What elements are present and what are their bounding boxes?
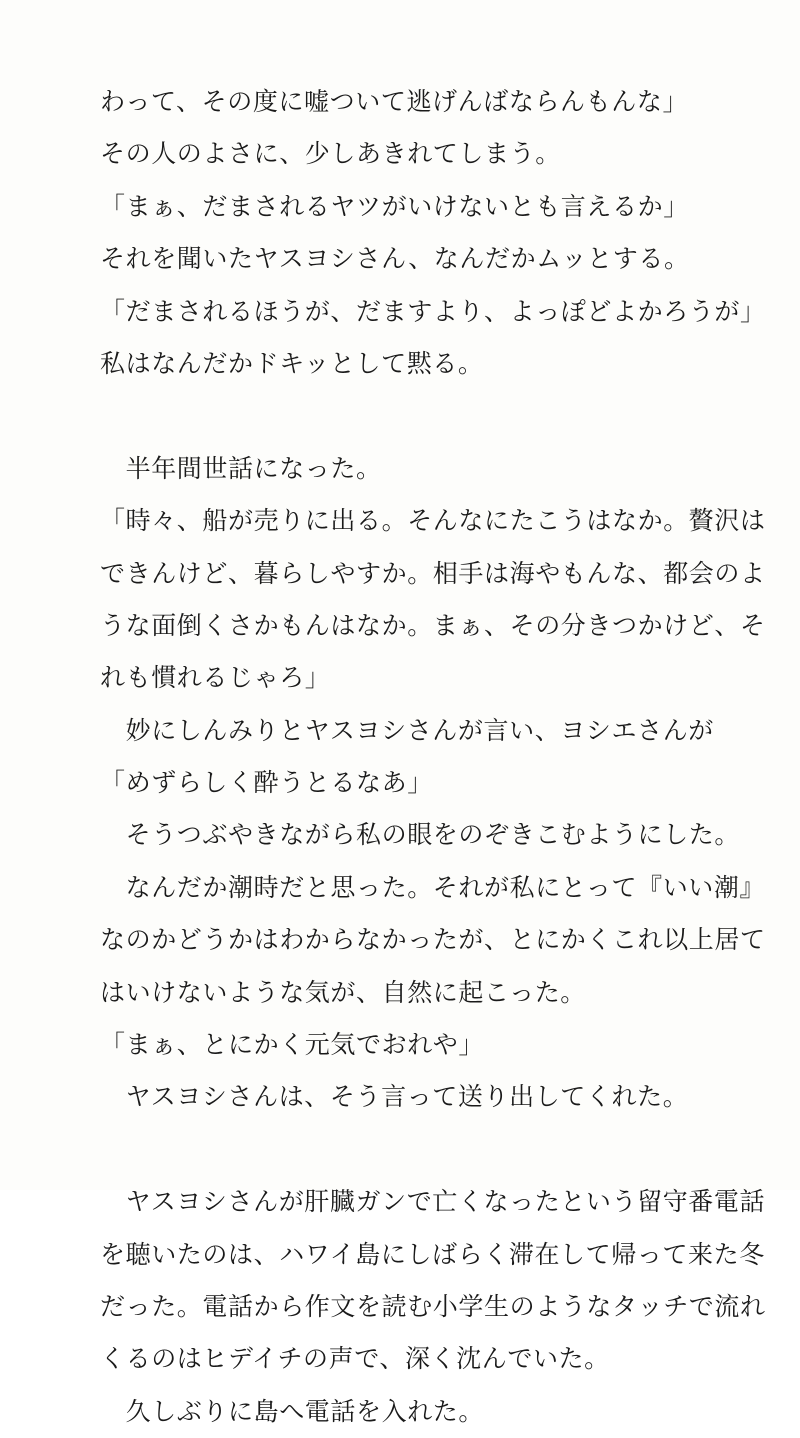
text-line-20: ヤスヨシさんは、そう言って送り出してくれた。 [100, 1082, 689, 1112]
text-line-10: できんけど、暮らしやすか。相手は海やもんな、都会のよ [100, 558, 766, 588]
paragraph-break [100, 390, 700, 442]
text-line-26: 久しぶりに島へ電話を入れた。 [100, 1396, 485, 1426]
text-line-11: うな面倒くさかもんはなか。まぁ、その分きつかけど、そ [100, 610, 766, 640]
text-line-24: だった。電話から作文を読む小学生のようなタッチで流れ [100, 1291, 766, 1321]
text-line-2: その人のよさに、少しあきれてしまう。 [100, 139, 561, 169]
text-line-15: そうつぶやきながら私の眼をのぞきこむようにした。 [100, 820, 741, 850]
paragraph-break [100, 1124, 700, 1176]
text-line-4: それを聞いたヤスヨシさん、なんだかムッとする。 [100, 244, 690, 274]
text-line-9: 「時々、船が売りに出る。そんなにたこうはなか。贅沢は [100, 506, 766, 536]
text-line-16: なんだか潮時だと思った。それが私にとって『いい潮』 [100, 872, 766, 902]
text-line-1: わって、その度に嘘ついて逃げんばならんもんな」 [100, 87, 689, 116]
text-line-3: 「まぁ、だまされるヤツがいけないとも言えるか」 [100, 191, 689, 221]
text-line-17: なのかどうかはわからなかったが、とにかくこれ以上居て [100, 925, 766, 955]
text-line-12: れも慣れるじゃろ」 [100, 663, 331, 693]
text-line-23: を聴いたのは、ハワイ島にしばらく滞在して帰って来た冬 [100, 1239, 765, 1269]
text-line-22: ヤスヨシさんが肝臓ガンで亡くなったという留守番電話 [100, 1187, 766, 1217]
text-line-19: 「まぁ、とにかく元気でおれや」 [100, 1030, 485, 1060]
text-line-13: 妙にしんみりとヤスヨシさんが言い、ヨシエさんが [100, 715, 714, 745]
body-text [100, 76, 766, 1438]
text-line-8: 半年間世話になった。 [100, 453, 382, 483]
text-line-25: くるのはヒデイチの声で、深く沈んでいた。 [100, 1344, 610, 1374]
text-line-6: 私はなんだかドキッとして黙る。 [100, 348, 484, 378]
text-line-5: 「だまされるほうが、だますより、よっぽどよかろうが」 [100, 296, 766, 326]
text-line-14: 「めずらしく酔うとるなあ」 [100, 768, 433, 798]
text-line-18: はいけないような気が、自然に起こった。 [100, 977, 586, 1007]
